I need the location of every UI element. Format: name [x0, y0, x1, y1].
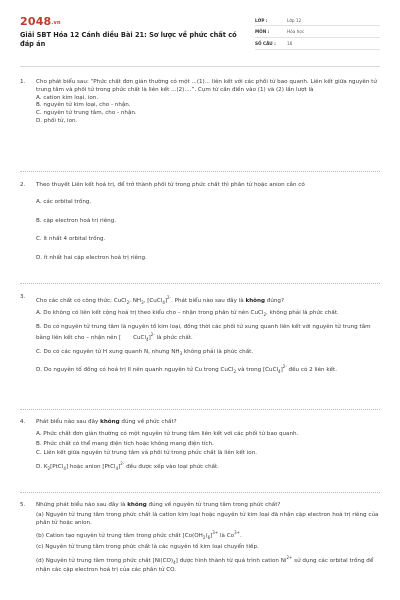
- option-d[interactable]: [36, 363, 382, 376]
- text-run: ] hoặc anion [PtCl: [65, 464, 116, 471]
- meta-row-class: [255, 15, 380, 26]
- document-title: Giải SBT Hóa 12 Cánh diều Bài 21: Sơ lược về phức chất có đáp án: [20, 31, 237, 48]
- option-d[interactable]: D. phối tử, ion.: [36, 117, 78, 124]
- text-run: đúng về phức chất?: [119, 419, 177, 425]
- subscript: 2: [263, 311, 267, 317]
- keyword-emphasis: không: [100, 419, 120, 425]
- question-divider: [20, 283, 380, 284]
- question-text: [36, 502, 382, 510]
- meta-label: SỐ CÂU :: [255, 41, 276, 46]
- subscript: 2: [233, 369, 236, 375]
- subscript: 4: [146, 337, 149, 343]
- question-number: 2.: [20, 182, 26, 188]
- text-run: , [CuCl: [143, 297, 163, 304]
- text-run: . Phát biểu nào sau đây là: [171, 297, 246, 304]
- option-b[interactable]: [36, 324, 382, 345]
- meta-value: Lớp 12: [287, 17, 302, 23]
- question-2: [20, 182, 382, 263]
- option-c[interactable]: C. nguyên tử trung tâm, cho - nhận.: [36, 110, 137, 117]
- question-number: 4.: [20, 419, 26, 425]
- subscript: 4: [63, 466, 66, 472]
- meta-row-subject: [255, 26, 380, 38]
- question-number: 1.: [20, 79, 26, 85]
- text-run: ): [205, 533, 208, 540]
- question-text: Theo thuyết Liên kết hoá trị, để trở thành phối tử trong phức chất thì phân tử hoặc anion cần có: [36, 182, 305, 188]
- logo-text: 2048: [20, 15, 52, 28]
- text-run: đúng?: [265, 297, 284, 304]
- text-run: ]: [164, 297, 168, 304]
- option-b[interactable]: B. cặp electron hoá trị riêng.: [36, 217, 117, 224]
- superscript: 2-: [282, 364, 287, 370]
- text-run: A. Do không có liên kết cộng hoá trị theo kiểu cho – nhận trong phân tử nên CuCl: [36, 309, 264, 316]
- text-run: C. Do có các nguyên tử H xung quanh N, nhưng NH: [36, 349, 180, 356]
- question-1: [20, 79, 382, 126]
- text-run: , NH: [129, 297, 142, 304]
- statement-b: [36, 529, 382, 542]
- meta-label: MÔN :: [255, 29, 270, 34]
- meta-label: LỚP :: [255, 17, 268, 23]
- question-number: 3.: [20, 294, 26, 300]
- option-a[interactable]: A. các orbital trống.: [36, 198, 92, 205]
- subscript: 4: [115, 466, 119, 472]
- site-logo[interactable]: [20, 15, 61, 28]
- text-run: đều có 2 liên kết.: [286, 367, 338, 373]
- keyword-emphasis: không: [127, 502, 147, 508]
- text-run: ] được hình thành từ quá trình cation Ni: [175, 557, 287, 564]
- option-b[interactable]: B. nguyên tử kim loại, cho - nhận.: [36, 102, 131, 109]
- text-run: [PtCl: [50, 464, 64, 471]
- statement-a: (a) Nguyên tử trung tâm trong phức chất là cation kim loại hoặc nguyên tử kim loại đã nhận cặp electron hoá trị riêng của phân tử hoặc anion.: [36, 511, 379, 526]
- text-run: ]: [280, 367, 283, 373]
- text-run: là Co: [218, 533, 235, 540]
- text-run: CuCl: [133, 335, 147, 342]
- option-a[interactable]: A. cation kim loại, ion.: [36, 94, 99, 101]
- superscript: 2-: [150, 332, 155, 338]
- meta-value: Hóa học: [287, 29, 305, 34]
- option-c[interactable]: C. Liên kết giữa nguyên tử trung tâm và phối tử trong phức chất là liên kết ion.: [36, 450, 258, 457]
- superscript: 2-: [167, 295, 172, 300]
- text-run: D. Do nguyên tố đồng có hoá trị II nên quanh nguyên tử Cu trong CuCl: [36, 367, 234, 373]
- text-run: ]: [210, 533, 213, 540]
- text-run: là phức chất.: [154, 335, 193, 342]
- text-run: và trong [CuCl: [235, 367, 279, 373]
- text-run: Phát biểu nào sau đây: [36, 419, 101, 425]
- statement-d: [36, 554, 382, 575]
- meta-value: 16: [287, 41, 293, 46]
- subscript: 3: [179, 351, 183, 357]
- text-run: ]: [118, 464, 121, 471]
- subscript: 2: [126, 299, 130, 305]
- subscript: 2: [202, 535, 206, 541]
- question-text: [36, 294, 382, 307]
- subscript: 6: [207, 535, 211, 541]
- text-run: đúng về nguyên tử trung tâm trong phức chất?: [146, 502, 281, 508]
- meta-panel: [255, 15, 380, 50]
- option-d[interactable]: [36, 460, 382, 473]
- subscript: 3: [141, 299, 144, 305]
- text-run: ]: [148, 335, 151, 342]
- option-d[interactable]: D. ít nhất hai cặp electron hoá trị riêng.: [36, 255, 147, 262]
- text-run: sử dụng các orbital trống để nhận các cặp electron hoá trị của các phân tử CO.: [36, 557, 374, 573]
- keyword-emphasis: không: [245, 297, 266, 304]
- header-divider: [20, 66, 380, 67]
- question-text: Cho phát biểu sau: “Phức chất đơn giản thường có một ...(1)... liên kết với các phối tử bao quanh. Liên kết giữa nguyên tử trung tâm và phối tử trong phức chất là liên kết ...(2)....”. Cụm từ cần điền vào (1) và (2) lần lượt là: [36, 79, 377, 93]
- superscript: 3+: [212, 530, 219, 536]
- superscript: 3+: [234, 530, 240, 536]
- subscript: 4: [278, 369, 281, 375]
- superscript: 2+: [286, 554, 293, 560]
- page-header: [0, 0, 400, 64]
- question-number: 5.: [20, 502, 26, 508]
- text-run: không phải là phức chất.: [182, 349, 254, 356]
- meta-row-count: [255, 38, 380, 50]
- text-run: B. Do có nguyên tử trung tâm là nguyên tố kim loại, đồng thời các phối tử xung quanh liên kết với nguyên tử trung tâm bằng liên kết cho – nhận nên [: [36, 323, 371, 342]
- question-divider: [20, 409, 380, 410]
- question-divider: [20, 492, 380, 493]
- option-b[interactable]: B. Phức chất có thể mang điện tích hoặc không mang điện tích.: [36, 440, 214, 447]
- option-c[interactable]: C. ít nhất 4 orbital trống.: [36, 236, 106, 243]
- subscript: 2: [47, 466, 51, 472]
- question-3: [20, 294, 382, 376]
- statement-c: (c) Nguyên tử trung tâm trong phức chất là các nguyên tố kim loại chuyển tiếp.: [36, 544, 259, 551]
- option-a[interactable]: A. Phức chất đơn giản thường có một nguyên tử trung tâm liên kết với các phối tử bao quanh.: [36, 430, 299, 437]
- text-run: Cho các chất có công thức: CuCl: [36, 297, 127, 304]
- text-run: đều được xếp vào loại phức chất.: [124, 464, 220, 471]
- logo-suffix: .vn: [51, 20, 61, 26]
- subscript: 4: [162, 299, 165, 305]
- text-run: Những phát biểu nào sau đây là: [36, 502, 128, 508]
- text-run: .: [239, 533, 242, 540]
- option-a[interactable]: [36, 310, 382, 319]
- question-divider: [20, 171, 380, 172]
- text-run: D. K: [36, 464, 48, 471]
- question-4: [20, 419, 382, 473]
- text-run: (d) Nguyên tử trung tâm trong phức chất [Ni(CO): [36, 557, 174, 564]
- text-run: (b) Cation tạo nguyên tử trung tâm trong phức chất [Co(OH: [36, 533, 203, 540]
- superscript: 2-: [120, 461, 125, 467]
- question-5: [20, 502, 382, 575]
- subscript: 4: [173, 559, 176, 565]
- text-run: , không phải là phức chất.: [266, 309, 339, 316]
- option-c[interactable]: [36, 349, 382, 358]
- question-text: [36, 419, 382, 427]
